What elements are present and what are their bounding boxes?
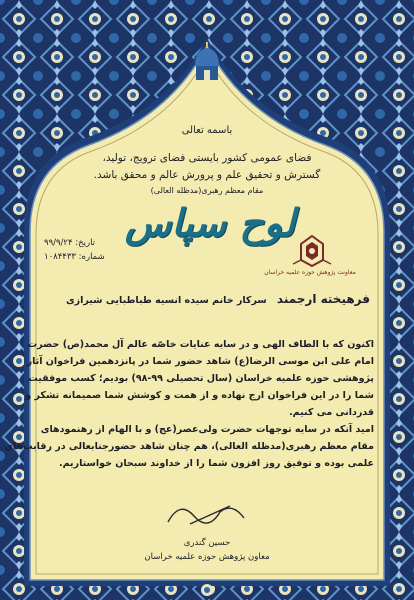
body-line: قدردانی می کنیم. <box>289 407 374 418</box>
certificate-title: لوح سپاس <box>124 200 296 245</box>
quote-line-1: فضای عمومی کشور بایستی فضای ترویج، تولید، <box>102 152 312 164</box>
salutation-line <box>44 292 370 306</box>
logo-caption: معاونت پژوهش حوزه علمیه خراسان <box>264 269 356 276</box>
body-paragraph <box>4 336 374 472</box>
invocation: باسمه تعالی <box>181 125 233 136</box>
body-line: اکنون که با الطاف الهی و در سایه عنایات خاصّه عالم آل محمد(ص) حضرت <box>27 339 374 350</box>
quote-attribution: مقام معظم رهبری(مدظله العالی) <box>150 186 264 195</box>
date-label: تاریخ: ۹۹/۹/۲۴ <box>44 238 96 248</box>
body-line: مقام معظم رهبری(مدظله العالی)، هم چنان شاهد حضورجنابعالی در رقابت‌های <box>4 441 374 452</box>
signatory-name: حسین گندری <box>183 538 231 548</box>
body-line: شما را در این فراخوان ارج نهاده و از همت و کوشش شما صمیمانه تشکر و <box>25 390 374 401</box>
body-line: پژوهشی حوزه علمیه خراسان (سال تحصیلی ۹۹-۹۸) بودیم؛ کسب موفقیت <box>28 373 374 384</box>
quote-line-2: گسترش و تحقیق علم و پرورش عالم و محقق باشد. <box>93 169 321 181</box>
signature-scribble <box>160 494 252 534</box>
number-label: شماره: ۱۰۸۴۴۳۳ <box>44 252 105 262</box>
floral-medallion-icon <box>192 582 222 598</box>
signatory-position: معاون پژوهش حوزه علمیه خراسان <box>144 552 270 562</box>
salutation-lead: فرهیخته ارجمند <box>276 292 370 306</box>
recipient-name: سرکار خانم سیده انسیه طباطبایی شیرازی <box>65 295 267 306</box>
body-line: امید آنکه در سایه توجهات حضرت ولی‌عصر(عج) و با الهام از رهنمودهای <box>40 424 374 435</box>
mosque-dome-icon <box>191 40 223 84</box>
seminary-logo-icon <box>289 234 335 268</box>
body-line: علمی بوده و توفیق روز افزون شما را از خداوند سبحان خواستاریم. <box>58 458 374 469</box>
body-line: امام علی ابن موسی الرضا(ع) شاهد حضور شما در پانزدهمین فراخوان آثار <box>26 356 374 367</box>
